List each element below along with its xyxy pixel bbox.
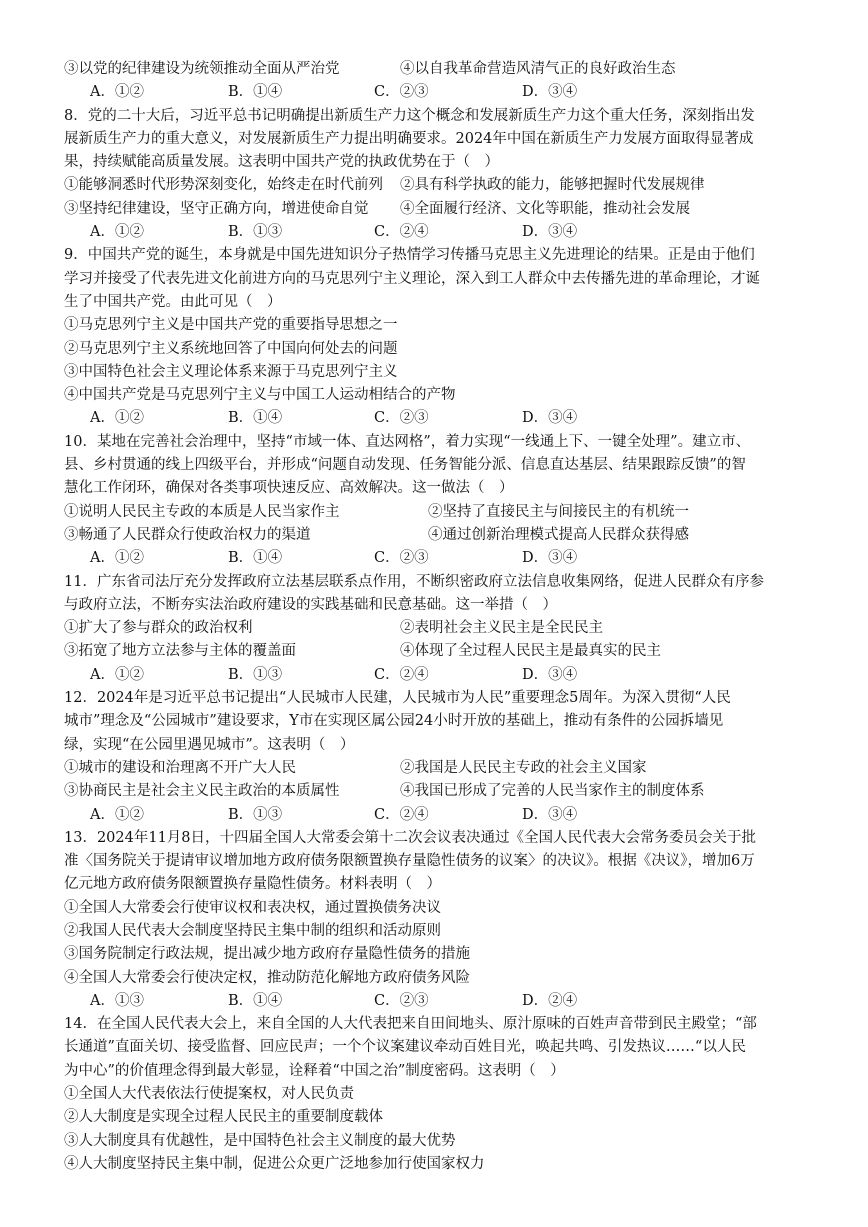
question-stem-line: 与政府立法，不断夯实法治政府建设的实践基础和民意基础。这一举措（ ） xyxy=(64,596,557,613)
question-10 xyxy=(64,431,810,571)
option: ③中国特色社会主义理论体系来源于马克思列宁主义 xyxy=(64,363,398,380)
option: ③畅通了人民群众行使政治权力的渠道 xyxy=(64,526,311,543)
answer-choice: D．③④ xyxy=(522,84,578,101)
answer-choice: B．①③ xyxy=(228,666,283,683)
option-row xyxy=(64,920,810,943)
answer-choice: B．①③ xyxy=(228,224,283,241)
answer-choice: D．③④ xyxy=(522,806,578,823)
answer-choice: C．②③ xyxy=(374,550,429,567)
answer-choices xyxy=(64,407,810,430)
option: ①全国人大代表依法行使提案权，对人民负责 xyxy=(64,1086,354,1103)
answer-choice: D．③④ xyxy=(522,410,578,427)
option: ④全面履行经济、文化等职能，推动社会发展 xyxy=(400,200,690,217)
answer-choice: C．②④ xyxy=(374,666,429,683)
question-list xyxy=(64,105,810,1177)
answer-choices xyxy=(64,990,810,1013)
option: ③人大制度具有优越性，是中国特色社会主义制度的最大优势 xyxy=(64,1132,456,1149)
option: ④人大制度坚持民主集中制，促进公众更广泛地参加行使国家权力 xyxy=(64,1155,485,1172)
option: ②坚持了直接民主与间接民主的有机统一 xyxy=(428,503,689,520)
option: ①扩大了参与群众的政治权利 xyxy=(64,620,253,637)
option-row xyxy=(64,174,810,197)
question-stem-line: 生了中国共产党。由此可见（ ） xyxy=(64,293,282,310)
option-row xyxy=(64,338,810,361)
option-row xyxy=(64,58,810,81)
question-9 xyxy=(64,244,810,430)
option: ①马克思列宁主义是中国共产党的重要指导思想之一 xyxy=(64,317,398,334)
question-stem-line: 学习并接受了代表先进文化前进方向的马克思列宁主义理论，深入到工人群众中去传播先进的革命理论，才诞 xyxy=(64,270,760,287)
answer-choice: D．③④ xyxy=(522,666,578,683)
answer-choice: A．①② xyxy=(90,410,144,427)
option-row xyxy=(64,1106,810,1129)
option: ①说明人民民主专政的本质是人民当家作主 xyxy=(64,503,340,520)
answer-choices xyxy=(64,81,810,104)
option: ④全国人大常委会行使决定权，推动防范化解地方政府债务风险 xyxy=(64,969,470,986)
option: ③国务院制定行政法规，提出减少地方政府存量隐性债务的措施 xyxy=(64,946,470,963)
option: ③拓宽了地方立法参与主体的覆盖面 xyxy=(64,643,296,660)
answer-choice: B．①④ xyxy=(228,550,283,567)
question-stem-line: 绿，实现“在公园里遇见城市”。这表明（ ） xyxy=(64,736,355,753)
answer-choice: C．②③ xyxy=(374,84,429,101)
question-stem-line: 9．中国共产党的诞生，本身就是中国先进知识分子热情学习传播马克思主义先进理论的结果。正是由于他们 xyxy=(64,247,755,264)
answer-choice: A．①② xyxy=(90,550,144,567)
option: ②我国人民代表大会制度坚持民主集中制的组织和活动原则 xyxy=(64,922,441,939)
option-row xyxy=(64,757,810,780)
option: ②表明社会主义民主是全民民主 xyxy=(400,620,603,637)
answer-choice: D．③④ xyxy=(522,224,578,241)
question-stem-line: 14．在全国人民代表大会上，来自全国的人大代表把来自田间地头、原汁原味的百姓声音带到民主殿堂；“部 xyxy=(64,1016,757,1033)
option: ④以自我革命营造风清气正的良好政治生态 xyxy=(400,61,676,77)
option: ①全国人大常委会行使审议权和表决权，通过置换债务决议 xyxy=(64,899,441,916)
answer-choice: A．①③ xyxy=(90,992,144,1009)
option-row xyxy=(64,897,810,920)
option: ②马克思列宁主义系统地回答了中国向何处去的问题 xyxy=(64,340,398,357)
option: ③坚持纪律建设，坚守正确方向，增进使命自觉 xyxy=(64,200,369,217)
option-row xyxy=(64,361,810,384)
question-stem-line: 展新质生产力的重大意义，对发展新质生产力提出明确要求。2024年中国在新质生产力发展方面取得显著成 xyxy=(64,130,754,147)
option: ①城市的建设和治理离不开广大人民 xyxy=(64,759,296,776)
option: ③协商民主是社会主义民主政治的本质属性 xyxy=(64,783,340,800)
answer-choices xyxy=(64,804,810,827)
answer-choices xyxy=(64,664,810,687)
option: ④体现了全过程人民民主是最真实的民主 xyxy=(400,643,661,660)
option-row xyxy=(64,1153,810,1176)
question-stem-line: 10．某地在完善社会治理中，坚持“市域一体、直达网格”，着力实现“一线通上下、一键全处理”。建立市、 xyxy=(64,433,751,450)
question-stem-line: 12．2024年是习近平总书记提出“人民城市人民建，人民城市为人民”重要理念5周年。为深入贯彻“人民 xyxy=(64,690,731,707)
answer-choice: A．①② xyxy=(90,224,144,241)
answer-choice: C．②③ xyxy=(374,410,429,427)
question-stem-line: 长通道”直面关切、接受监督、回应民声；一个个议案建议牵动百姓目光，唤起共鸣、引发热议……“以人民 xyxy=(64,1039,746,1056)
option: ④通过创新治理模式提高人民群众获得感 xyxy=(428,526,689,543)
question-12 xyxy=(64,687,810,827)
question-stem-line: 慧化工作闭环，确保对各类事项快速反应、高效解决。这一做法（ ） xyxy=(64,480,514,497)
answer-choice: C．②④ xyxy=(374,806,429,823)
option-row xyxy=(64,524,810,547)
answer-choice: C．②④ xyxy=(374,224,429,241)
answer-choice: B．①③ xyxy=(228,806,283,823)
option-row xyxy=(64,198,810,221)
option: ④中国共产党是马克思列宁主义与中国工人运动相结合的产物 xyxy=(64,387,456,404)
question-stem-line: 准〈国务院关于提请审议增加地方政府债务限额置换存量隐性债务的议案〉的决议》。根据《决议》，增加6万 xyxy=(64,853,755,870)
question-stem-line: 8．党的二十大后，习近平总书记明确提出新质生产力这个概念和发展新质生产力这个重大任务，深刻指出发 xyxy=(64,107,755,124)
question-stem-line: 11．广东省司法厅充分发挥政府立法基层联系点作用，不断织密政府立法信息收集网络，促进人民群众有序参 xyxy=(64,573,764,590)
answer-choices xyxy=(64,221,810,244)
option: ②我国是人民民主专政的社会主义国家 xyxy=(400,759,647,776)
option: ④我国已形成了完善的人民当家作主的制度体系 xyxy=(400,783,705,800)
option-row xyxy=(64,640,810,663)
option: ②具有科学执政的能力，能够把握时代发展规律 xyxy=(400,177,705,194)
question-13 xyxy=(64,827,810,1013)
question-stem-line: 为中心”的价值理念得到最大彰显，诠释着“中国之治”制度密码。这表明（ ） xyxy=(64,1062,565,1079)
answer-choice: B．①④ xyxy=(228,84,283,101)
question-stem-line: 亿元地方政府债务限额置换存量隐性债务。材料表明（ ） xyxy=(64,876,441,893)
option: ③以党的纪律建设为统领推动全面从严治党 xyxy=(64,61,340,77)
answer-choices xyxy=(64,547,810,570)
option: ①能够洞悉时代形势深刻变化，始终走在时代前列 xyxy=(64,177,383,194)
option-row xyxy=(64,967,810,990)
answer-choice: A．①② xyxy=(90,666,144,683)
option: ②人大制度是实现全过程人民民主的重要制度载体 xyxy=(64,1109,383,1126)
question-stem-line: 果，持续赋能高质量发展。这表明中国共产党的执政优势在于（ ） xyxy=(64,154,499,171)
answer-choice: B．①④ xyxy=(228,410,283,427)
option-row xyxy=(64,501,810,524)
answer-choice: B．①④ xyxy=(228,992,283,1009)
option-row xyxy=(64,617,810,640)
option-row xyxy=(64,384,810,407)
question-stem-line: 城市”理念及“公园城市”建设要求，Y市在实现区属公园24小时开放的基础上，推动有条件的公园拆墙见 xyxy=(64,713,724,730)
option-row xyxy=(64,780,810,803)
question-8 xyxy=(64,105,810,245)
question-stem-line: 县、乡村贯通的线上四级平台，并形成“问题自动发现、任务智能分派、信息直达基层、结果跟踪反馈”的智 xyxy=(64,457,746,474)
question-11 xyxy=(64,571,810,687)
answer-choice: D．②④ xyxy=(522,992,578,1009)
option-row xyxy=(64,1083,810,1106)
option-row xyxy=(64,314,810,337)
answer-choice: A．①② xyxy=(90,806,144,823)
answer-choice: D．③④ xyxy=(522,550,578,567)
answer-choice: A．①② xyxy=(90,84,144,101)
question-14 xyxy=(64,1013,810,1176)
question-stem-line: 13．2024年11月8日，十四届全国人大常委会第十二次会议表决通过《全国人民代表大会常务委员会关于批 xyxy=(64,829,757,846)
option-row xyxy=(64,943,810,966)
answer-choice: C．②③ xyxy=(374,992,429,1009)
option-row xyxy=(64,1130,810,1153)
